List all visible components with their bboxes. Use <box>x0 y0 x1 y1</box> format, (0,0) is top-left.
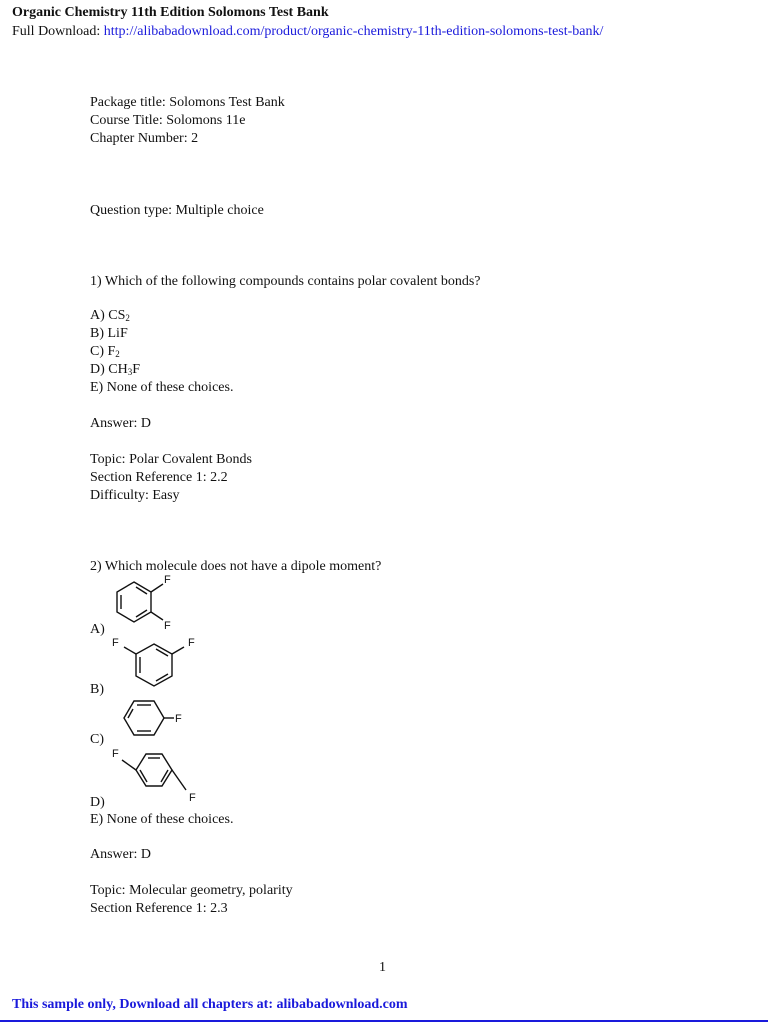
q1-option-c: C) $F_2$ <box>90 344 120 359</box>
q2-question: 2) Which molecule does not have a dipole moment? <box>90 559 382 574</box>
package-title: Package title: Solomons Test Bank <box>90 95 285 110</box>
q1-section: Section Reference 1: 2.2 <box>90 470 228 485</box>
atom-label: F <box>112 637 119 649</box>
q2-option-d-label: D) <box>90 795 105 810</box>
q1-option-e: E) None of these choices. <box>90 380 234 395</box>
atom-label: F <box>189 792 196 804</box>
q2-option-c-label: C) <box>90 732 104 747</box>
q1-option-a: A) $CS_2$ <box>90 308 130 323</box>
q2-answer: Answer: D <box>90 847 152 862</box>
q2-option-e: E) None of these choices. <box>90 812 234 827</box>
q1-topic: Topic: Polar Covalent Bonds <box>90 452 252 467</box>
q1-option-d: D) $CH_3F$ <box>90 362 141 377</box>
footer-rule <box>0 1020 768 1022</box>
q2-section: Section Reference 1: 2.3 <box>90 901 228 916</box>
q1-answer: Answer: D <box>90 416 152 431</box>
atom-label: F <box>175 713 182 725</box>
q1-difficulty: Difficulty: Easy <box>90 488 180 503</box>
course-title: Course Title: Solomons 11e <box>90 113 246 128</box>
q2-structure-d <box>106 742 206 806</box>
atom-label: F <box>112 748 119 760</box>
q1-question: 1) Which of the following compounds contains polar covalent bonds? <box>90 274 481 289</box>
full-download-line <box>12 24 603 40</box>
q2-structure-b <box>108 630 208 692</box>
full-download-link[interactable]: http://alibabadownload.com/product/organic-chemistry-11th-edition-solomons-test-bank/ <box>103 24 604 39</box>
atom-label: F <box>164 574 171 586</box>
q2-topic: Topic: Molecular geometry, polarity <box>90 883 293 898</box>
full-download-label: Full Download: <box>12 24 101 39</box>
q2-structure-c <box>106 693 196 743</box>
q2-option-a-label: A) <box>90 622 105 637</box>
chapter-number: Chapter Number: 2 <box>90 131 199 146</box>
q2-option-b-label: B) <box>90 682 104 697</box>
atom-label: F <box>164 620 171 632</box>
atom-label: F <box>188 637 195 649</box>
footer-notice[interactable]: This sample only, Download all chapters at: alibabadownload.com <box>12 997 408 1012</box>
document-title: Organic Chemistry 11th Edition Solomons Test Bank <box>12 5 329 20</box>
q1-option-b: B) LiF <box>90 326 128 341</box>
page-number: 1 <box>379 960 386 975</box>
question-type: Question type: Multiple choice <box>90 203 264 218</box>
